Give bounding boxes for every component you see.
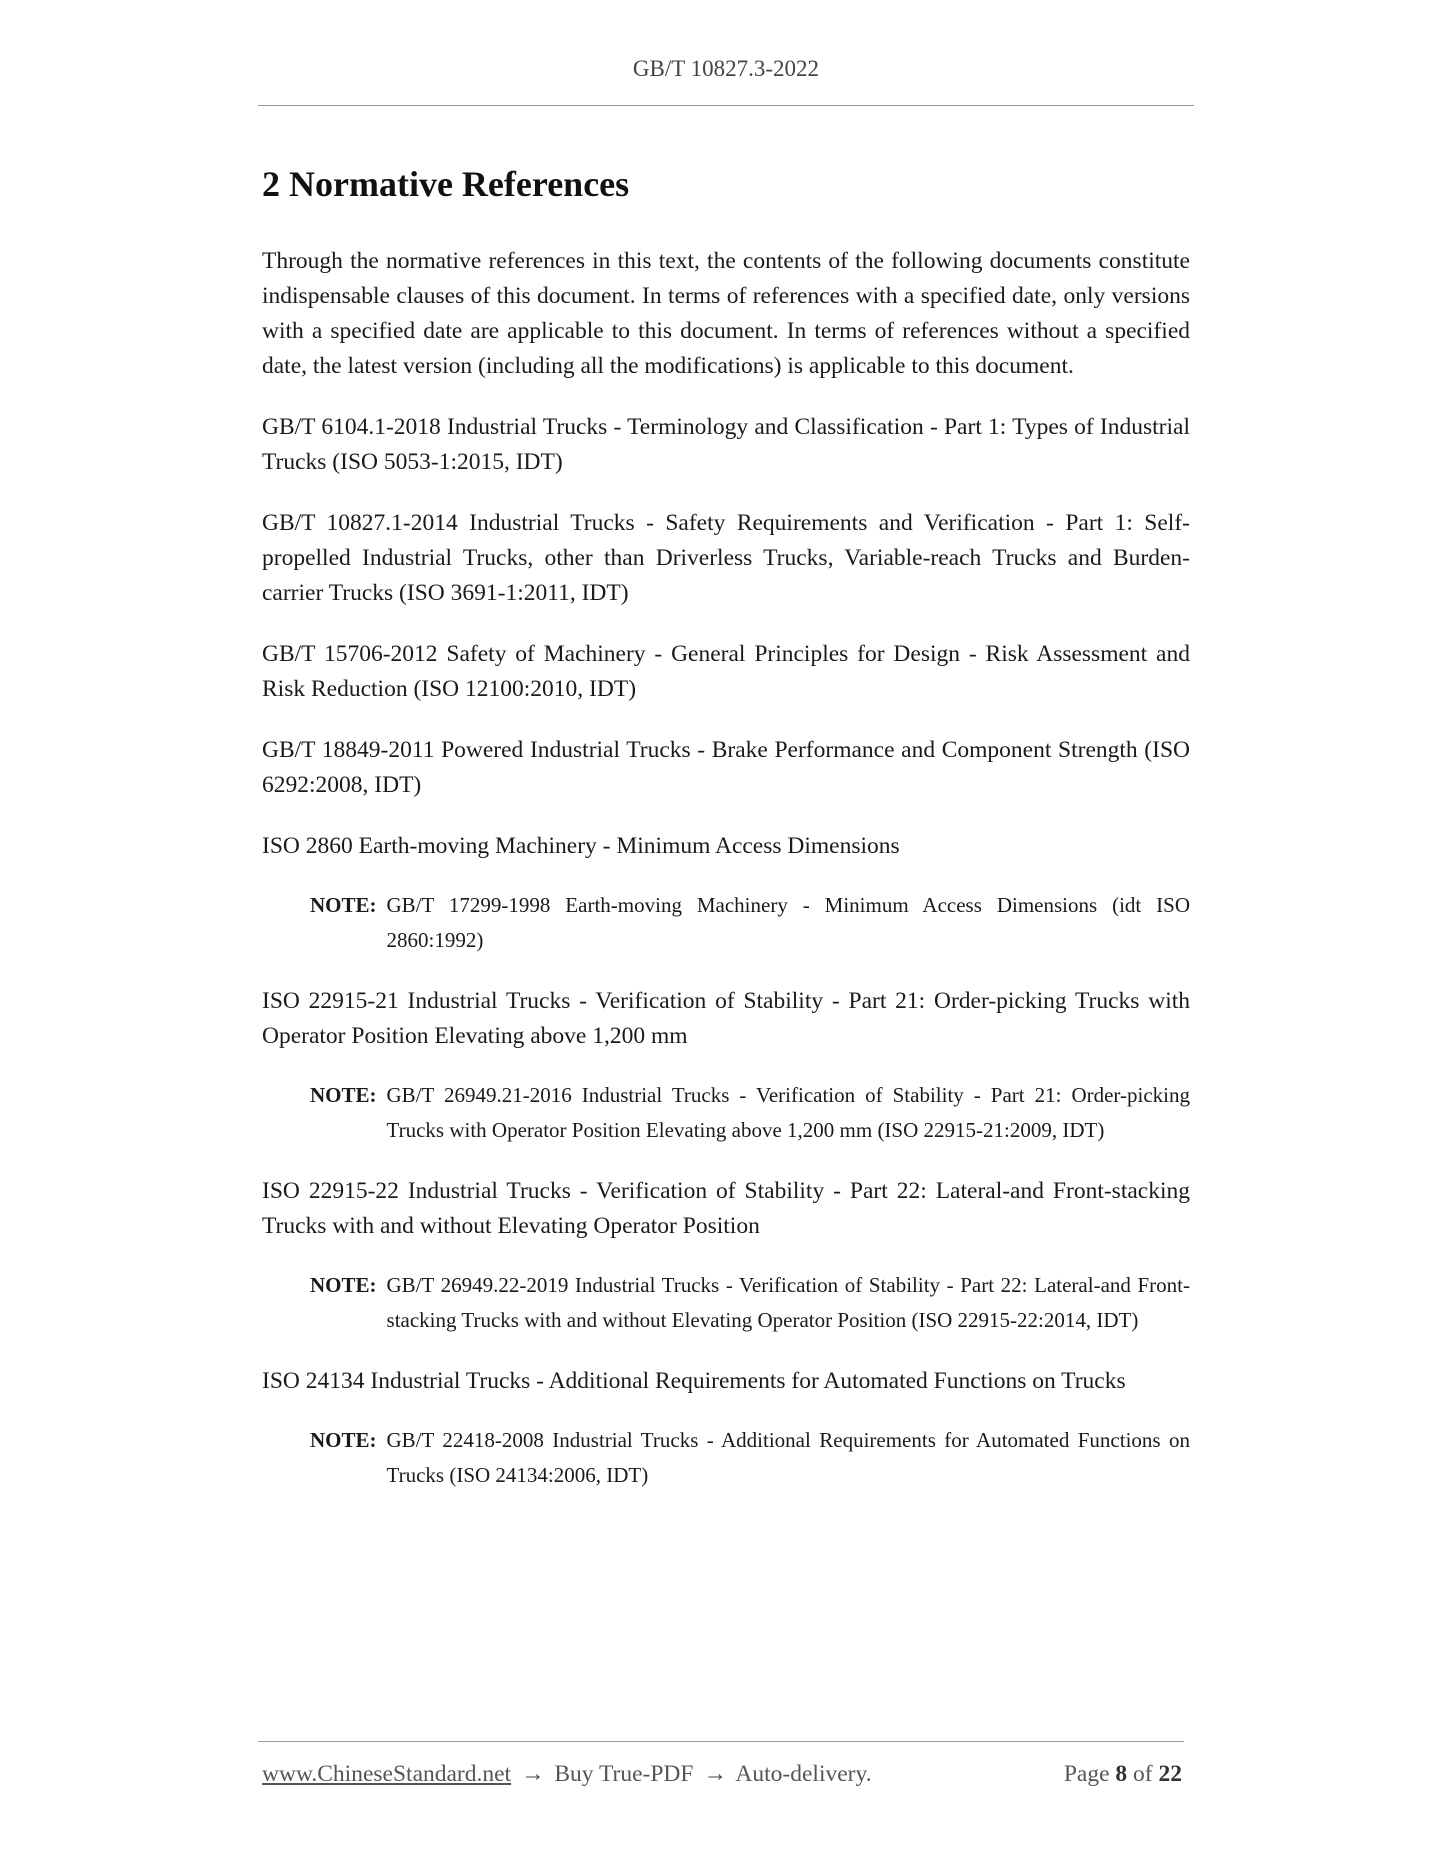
intro-paragraph: Through the normative references in this text, the contents of the following documents constitute indispensable clauses of this document. In terms of references with a specified date, only versions with a specified date are applicable to this document. In terms of references without a specified date, the latest version (including all the modifications) is applicable to this document. — [262, 248, 1190, 379]
page-word: Page — [1063, 1761, 1110, 1787]
page-content — [262, 158, 1190, 1519]
footer-promo — [262, 1757, 872, 1791]
reference-note — [310, 1423, 1190, 1493]
note-label: NOTE: — [310, 1428, 377, 1452]
page-header-doc-id: GB/T 10827.3-2022 — [632, 56, 820, 81]
section-title: 2 Normative References — [262, 164, 630, 204]
reference-list — [262, 410, 1190, 1493]
note-text: GB/T 26949.22-2019 Industrial Trucks - Verification of Stability - Part 22: Lateral-and Front-stacking Trucks with and without Elevating Operator Position (ISO 22915-22:2014, IDT) — [386, 1273, 1190, 1332]
current-page: 8 — [1115, 1761, 1128, 1787]
reference-item: ISO 22915-22 Industrial Trucks - Verification of Stability - Part 22: Lateral-and Front-stacking Trucks with and without Elevating Operator Position — [262, 1178, 1190, 1239]
note-text: GB/T 22418-2008 Industrial Trucks - Additional Requirements for Automated Functions on Trucks (ISO 24134:2006, IDT) — [386, 1428, 1190, 1487]
auto-delivery-text: Auto-delivery. — [735, 1761, 872, 1787]
reference-note — [310, 1078, 1190, 1148]
note-label: NOTE: — [310, 1273, 377, 1297]
reference-item: GB/T 6104.1-2018 Industrial Trucks - Terminology and Classification - Part 1: Types of Industrial Trucks (ISO 5053-1:2015, IDT) — [262, 414, 1190, 475]
arrow-right-icon: → — [703, 1761, 727, 1787]
reference-item: GB/T 15706-2012 Safety of Machinery - General Principles for Design - Risk Assessment and Risk Reduction (ISO 12100:2010, IDT) — [262, 641, 1190, 702]
note-label: NOTE: — [310, 893, 377, 917]
arrow-right-icon: → — [520, 1761, 545, 1787]
total-pages: 22 — [1158, 1761, 1182, 1787]
note-text: GB/T 26949.21-2016 Industrial Trucks - Verification of Stability - Part 21: Order-picking Trucks with Operator Position Elevating above 1,200 mm (ISO 22915-21:2009, IDT) — [386, 1083, 1190, 1142]
reference-item: ISO 2860 Earth-moving Machinery - Minimum Access Dimensions — [262, 833, 900, 859]
footer-divider — [258, 1741, 1184, 1742]
reference-item: ISO 24134 Industrial Trucks - Additional Requirements for Automated Functions on Trucks — [262, 1368, 1126, 1394]
page-number — [1064, 1757, 1182, 1791]
of-word: of — [1133, 1761, 1153, 1787]
site-link[interactable]: www.ChineseStandard.net — [262, 1761, 512, 1787]
note-label: NOTE: — [310, 1083, 377, 1107]
note-text: GB/T 17299-1998 Earth-moving Machinery - Minimum Access Dimensions (idt ISO 2860:1992) — [386, 893, 1190, 952]
reference-item: GB/T 18849-2011 Powered Industrial Trucks - Brake Performance and Component Strength (ISO 6292:2008, IDT) — [262, 737, 1190, 798]
reference-note — [310, 1268, 1190, 1338]
reference-item: GB/T 10827.1-2014 Industrial Trucks - Safety Requirements and Verification - Part 1: Self-propelled Industrial Trucks, other than Driverless Trucks, Variable-reach Trucks and Burden-carrier Trucks (ISO 3691-1:2011, IDT) — [262, 510, 1190, 606]
reference-item: ISO 22915-21 Industrial Trucks - Verification of Stability - Part 21: Order-picking Trucks with Operator Position Elevating above 1,200 mm — [262, 988, 1190, 1049]
reference-note — [310, 888, 1190, 958]
buy-true-pdf-text: Buy True-PDF — [554, 1761, 694, 1787]
header-divider — [258, 105, 1194, 106]
